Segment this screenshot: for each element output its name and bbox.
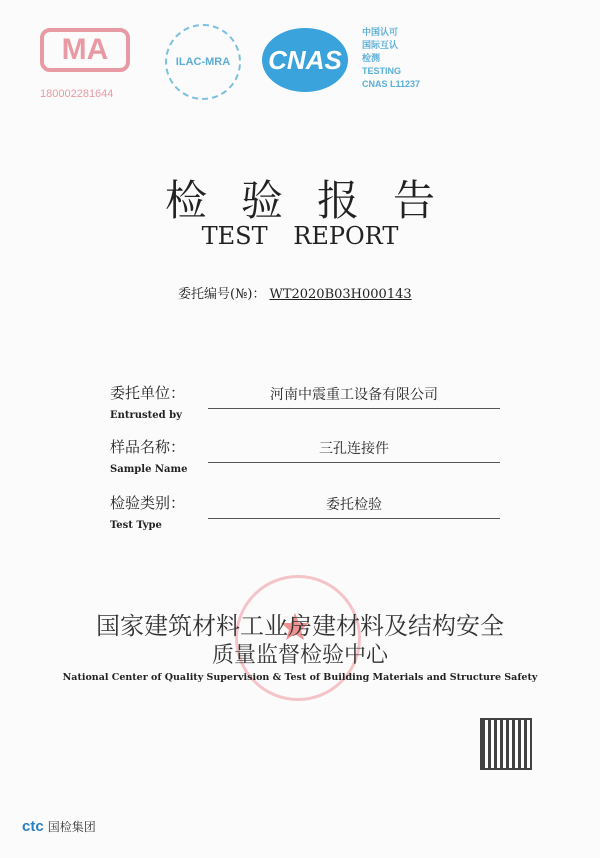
test-type-label-en: Test Type — [110, 520, 162, 531]
ilac-mra-logo: ILAC-MRA — [165, 24, 241, 100]
cnas-logo: CNAS — [262, 28, 348, 92]
test-type-value: 委托检验 — [208, 494, 500, 519]
organization-name-line1: 国家建筑材料工业房建材料及结构安全 — [96, 612, 504, 640]
organization-name-en: National Center of Quality Supervision & Test of Building Materials and Structure Safety — [62, 672, 538, 683]
report-number-label: 委托编号(№)： — [178, 287, 266, 302]
sample-name-label-en: Sample Name — [110, 464, 188, 475]
ctc-brand: ctc — [22, 818, 44, 835]
cma-number: 180002281644 — [40, 88, 114, 100]
entrusted-by-label-en: Entrusted by — [110, 410, 182, 421]
ctc-brand-cn: 国检集团 — [47, 820, 96, 834]
organization-name-line2: 质量监督检验中心 — [211, 643, 388, 668]
report-title: 检验报告 — [164, 176, 469, 225]
report-number-value: WT2020B03H000143 — [269, 287, 412, 302]
entrusted-by-value: 河南中震重工设备有限公司 — [208, 384, 500, 409]
cnas-line: 国际互认 — [362, 40, 399, 50]
cnas-line: 中国认可 — [362, 27, 399, 37]
ctc-logo — [22, 818, 96, 835]
cnas-accreditation-text — [362, 26, 420, 91]
cnas-line: TESTING — [362, 66, 402, 76]
report-subtitle: TEST REPORT — [201, 222, 399, 250]
qr-code — [480, 718, 532, 770]
sample-name-label: 样品名称： — [110, 438, 186, 456]
cnas-line: CNAS L11237 — [362, 79, 421, 89]
test-type-label: 检验类别： — [110, 494, 186, 512]
sample-name-value: 三孔连接件 — [208, 438, 500, 463]
entrusted-by-label: 委托单位： — [110, 384, 186, 402]
cnas-line: 检测 — [362, 53, 381, 63]
report-number — [178, 283, 412, 302]
cma-logo: MA — [40, 28, 130, 72]
